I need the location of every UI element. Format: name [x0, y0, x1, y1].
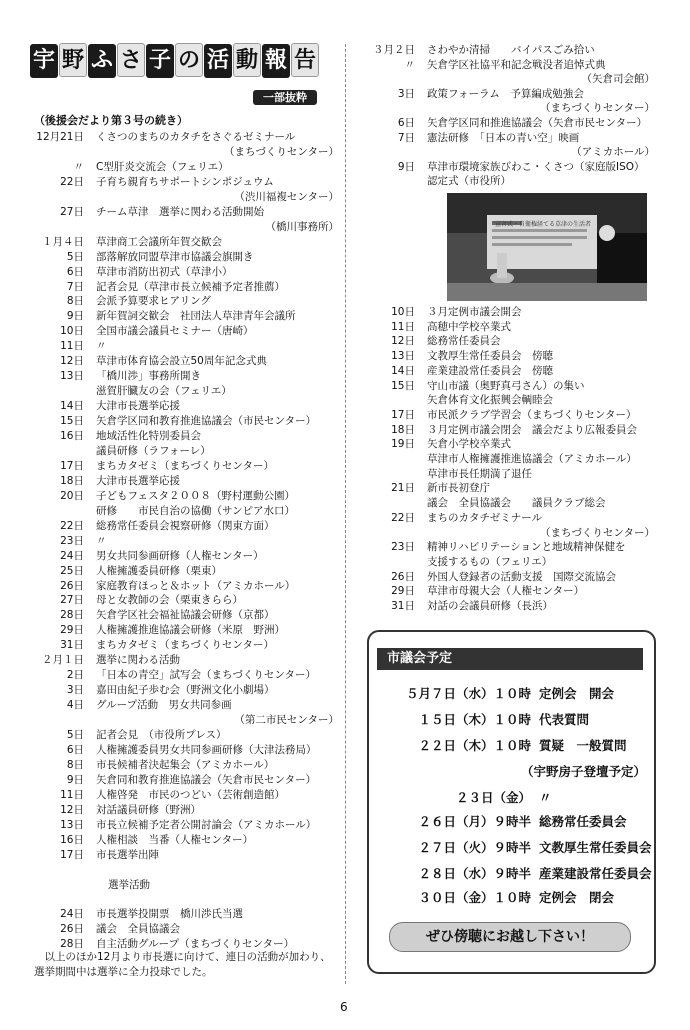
- assembly-date: ２２日（木）１０時: [418, 738, 531, 753]
- schedule-row: [34, 623, 339, 638]
- schedule-date: 26日: [60, 923, 84, 936]
- schedule-row: [365, 349, 655, 364]
- schedule-date: 24日: [60, 549, 84, 562]
- schedule-row: [34, 130, 339, 145]
- assembly-event: （宇野房子登壇予定）: [521, 764, 647, 779]
- schedule-date: 29日: [60, 624, 84, 637]
- schedule-row: [34, 698, 339, 713]
- schedule-event: 産業建設常任委員会 傍聴: [427, 364, 553, 377]
- schedule-date: 28日: [60, 938, 84, 951]
- assembly-event: 代表質問: [539, 712, 590, 727]
- schedule-row: [365, 496, 655, 511]
- schedule-event: グループ活動 男女共同参画: [96, 699, 232, 712]
- schedule-row: [365, 452, 655, 467]
- schedule-row: [34, 833, 339, 848]
- schedule-date: 17日: [60, 459, 84, 472]
- assembly-date: ３０日（金）１０時: [418, 890, 531, 905]
- schedule-date: 16日: [60, 833, 84, 846]
- assembly-event: 定例会 閉会: [539, 890, 615, 905]
- schedule-date: 7日: [66, 280, 84, 293]
- schedule-event: 子どもフェスタ２００８（野村運動公園）: [96, 489, 295, 502]
- schedule-event: 議会 全員協議会 議員クラブ総会: [427, 497, 606, 510]
- schedule-row: [34, 190, 339, 205]
- schedule-date: 14日: [391, 364, 415, 377]
- schedule-event: 矢倉小学校卒業式: [427, 438, 511, 451]
- schedule-event: 選挙に関わる活動: [96, 654, 180, 667]
- schedule-event: 憲法研修 「日本の青い空」映画: [427, 131, 580, 144]
- schedule-row: [34, 892, 339, 907]
- schedule-row: [34, 564, 339, 579]
- schedule-row: [34, 384, 339, 399]
- schedule-date: 4日: [66, 699, 84, 712]
- schedule-row: [365, 540, 655, 555]
- schedule-row: [34, 593, 339, 608]
- schedule-row: [34, 414, 339, 429]
- schedule-event: C型肝炎交流会（フェリエ）: [96, 160, 229, 173]
- schedule-date: 18日: [60, 474, 84, 487]
- schedule-event: 選挙活動: [108, 878, 150, 891]
- schedule-event: （まちづくりセンター）: [224, 145, 339, 158]
- schedule-row: [34, 922, 339, 937]
- schedule-row: [34, 773, 339, 788]
- schedule-date: 15日: [391, 379, 415, 392]
- schedule-event: 矢倉学区同和推進協議会（矢倉市民センター）: [427, 117, 648, 129]
- schedule-row: [34, 474, 339, 489]
- summary-note: 以上のほか12月より市長選に向けて、連日の活動が加わり、選挙期間中は選挙に全力投球でした。: [34, 951, 331, 978]
- schedule-date: 5日: [66, 729, 84, 741]
- schedule-date: 10日: [391, 306, 415, 318]
- schedule-date: 〃: [404, 58, 415, 71]
- schedule-row: [34, 145, 339, 160]
- schedule-event: 記者会見 （市役所プレス）: [96, 729, 227, 741]
- schedule-event: 〃: [96, 340, 107, 353]
- schedule-date: ２月１日: [42, 654, 84, 667]
- schedule-row: [365, 437, 655, 452]
- schedule-event: 地域活性化特別委員会: [96, 430, 201, 442]
- schedule-row: [34, 489, 339, 504]
- schedule-row: [34, 504, 339, 519]
- schedule-row: [365, 174, 655, 189]
- schedule-row: [34, 205, 339, 220]
- schedule-event: 研修 市民自治の協働（サンピア水口）: [96, 504, 295, 517]
- schedule-date: 9日: [66, 773, 84, 786]
- schedule-event: 市長候補者決起集会（アミカホール）: [96, 758, 275, 771]
- schedule-event: 対話の会議員研修（長浜）: [427, 600, 553, 612]
- schedule-row: [34, 519, 339, 534]
- schedule-event: 守山市議（奥野真弓さん）の集い: [427, 379, 585, 392]
- assembly-event: 質疑 一般質問: [539, 738, 627, 753]
- schedule-row: [34, 638, 339, 653]
- schedule-event: 人権擁護推進協議会研修（米原 野洲）: [96, 624, 285, 637]
- assembly-event: 文教厚生常任委員会: [539, 840, 652, 855]
- schedule-row: [365, 555, 655, 570]
- schedule-row: [34, 788, 339, 803]
- schedule-date: 27日: [60, 594, 84, 607]
- schedule-event: 全国市議会議員セミナー（唐崎）: [96, 325, 254, 338]
- schedule-event: ３月定例市議会閉会 議会だより広報委員会: [427, 423, 637, 436]
- schedule-date: 21日: [391, 482, 415, 495]
- schedule-event: 人権啓発 市民のつどい（芸術創造館）: [96, 788, 285, 801]
- schedule-row: [34, 803, 339, 818]
- schedule-event: くさつのまちのカタチをさぐるゼミナール: [96, 131, 296, 143]
- schedule-date: 2日: [66, 669, 84, 682]
- schedule-date: 11日: [60, 788, 84, 801]
- schedule-row: [365, 379, 655, 394]
- schedule-event: 議員研修（ラフォーレ）: [96, 444, 211, 457]
- schedule-date: 22日: [60, 175, 84, 188]
- schedule-date: 13日: [60, 370, 84, 383]
- schedule-event: 大津市長選挙応援: [96, 400, 180, 413]
- schedule-event: 人権擁護委員男女共同参画研修（大津法務局）: [96, 743, 317, 756]
- schedule-event: （橋川事務所）: [265, 220, 339, 233]
- schedule-row: [34, 683, 339, 698]
- schedule-date: 28日: [60, 609, 84, 622]
- title-char: 野: [59, 43, 87, 77]
- schedule-date: 8日: [66, 295, 84, 308]
- schedule-event: 「橋川渉」事務所開き: [96, 370, 201, 383]
- schedule-row: [34, 848, 339, 863]
- schedule-row: [365, 467, 655, 482]
- lead-text: （後援会だより第３号の続き）: [34, 114, 188, 127]
- schedule-date: 〃: [73, 160, 84, 173]
- schedule-event: チーム草津 選挙に関わる活動開始: [96, 205, 264, 218]
- schedule-event: 人権擁護委員研修（栗東）: [96, 564, 222, 577]
- schedule-event: 矢倉学区社協平和記念戦没者追悼式典: [427, 58, 606, 71]
- schedule-row: [365, 584, 655, 599]
- schedule-row: [34, 339, 339, 354]
- schedule-row: [365, 393, 655, 408]
- schedule-date: 6日: [66, 265, 84, 278]
- schedule-row: [365, 364, 655, 379]
- assembly-event: 〃: [539, 790, 552, 805]
- schedule-row: [34, 444, 339, 459]
- schedule-event: 草津市環境家族びわこ・くさつ（家庭版ISO）: [427, 160, 645, 173]
- schedule-event: 高穂中学校卒業式: [427, 320, 511, 333]
- title-char: 宇: [30, 44, 58, 78]
- schedule-row: [34, 653, 339, 668]
- schedule-event: 会派予算要求ヒアリング: [96, 295, 211, 308]
- schedule-event: 市長立候補予定者公開討論会（アミカホール）: [96, 818, 317, 831]
- schedule-row: [365, 570, 655, 585]
- title-char: 活: [204, 44, 232, 78]
- schedule-date: 17日: [60, 848, 84, 861]
- schedule-date: 24日: [60, 908, 84, 921]
- schedule-row: [34, 250, 339, 265]
- schedule-row: [34, 399, 339, 414]
- schedule-date: 16日: [60, 430, 84, 442]
- schedule-row: [365, 320, 655, 335]
- schedule-row: [34, 549, 339, 564]
- schedule-event: 新市長初登庁: [427, 482, 490, 495]
- schedule-row: [34, 818, 339, 833]
- schedule-event: 支援するもの（フェリエ）: [427, 555, 553, 568]
- schedule-event: 対話議員研修（野洲）: [96, 803, 201, 816]
- schedule-date: 23日: [60, 534, 84, 547]
- schedule-event: 部落解放同盟草津市協議会旗開き: [96, 250, 254, 263]
- schedule-event: 草津市体育協会設立50周年記念式典: [96, 355, 267, 368]
- schedule-row: [365, 160, 655, 175]
- schedule-row: [34, 608, 339, 623]
- schedule-row: [34, 429, 339, 444]
- schedule-event: 草津商工会議所年賀交歓会: [96, 235, 222, 248]
- schedule-date: 17日: [391, 408, 415, 421]
- schedule-event: （渋川福複センター）: [234, 190, 339, 203]
- schedule-date: 12日: [60, 803, 84, 816]
- schedule-row: [365, 408, 655, 423]
- schedule-event: 自主活動グループ（まちづくりセンター）: [96, 938, 295, 951]
- schedule-date: 19日: [391, 438, 415, 451]
- schedule-date: 3日: [397, 87, 415, 100]
- schedule-event: 市長選挙投開票 橋川渉氏当選: [96, 908, 243, 921]
- schedule-event: 認定式（市役所）: [427, 175, 511, 188]
- schedule-date: 12日: [391, 335, 415, 348]
- schedule-row: [34, 579, 339, 594]
- schedule-row: [34, 354, 339, 369]
- schedule-event: 総務常任委員会: [427, 335, 501, 348]
- schedule-row: [34, 459, 339, 474]
- title-char: 動: [233, 43, 261, 77]
- attend-banner: ぜひ傍聴にお越し下さい！: [389, 922, 631, 952]
- schedule-date: 5日: [66, 250, 84, 263]
- schedule-date: 14日: [60, 400, 84, 413]
- title-char: 告: [291, 43, 319, 77]
- schedule-date: 6日: [397, 117, 415, 129]
- schedule-row: [34, 668, 339, 683]
- schedule-event: 大津市長選挙応援: [96, 474, 180, 487]
- schedule-date: 11日: [60, 340, 84, 353]
- schedule-date: 13日: [60, 818, 84, 831]
- schedule-event: 「日本の青空」試写会（まちづくりセンター）: [96, 669, 316, 682]
- schedule-event: 草津市人権擁護推進協議会（アミカホール）: [427, 453, 637, 465]
- page-title: [30, 43, 330, 95]
- schedule-row: [34, 369, 339, 384]
- schedule-event: まちのカタチゼミナール: [427, 511, 543, 524]
- schedule-event: 外国人登録者の活動支援 国際交流協会: [427, 570, 616, 583]
- schedule-row: [34, 907, 339, 922]
- schedule-date: 20日: [60, 489, 84, 502]
- schedule-row: [365, 87, 655, 102]
- schedule-date: 23日: [391, 541, 415, 554]
- schedule-row: [365, 116, 655, 131]
- schedule-date: 29日: [391, 585, 415, 598]
- event-photo: [447, 193, 647, 301]
- schedule-event: ３月定例市議会開会: [427, 306, 522, 318]
- schedule-row: [365, 43, 655, 58]
- schedule-event: 文教厚生常任委員会 傍聴: [427, 350, 553, 363]
- schedule-row: [34, 324, 339, 339]
- schedule-date: 26日: [391, 570, 415, 583]
- photo-caption: 宣言式・自衛権経てる草津の生活者: [495, 221, 592, 228]
- schedule-date: 9日: [397, 160, 415, 173]
- assembly-event: 定例会 開会: [539, 686, 615, 701]
- title-char: 報: [262, 44, 290, 78]
- schedule-event: （第二市民センター）: [234, 714, 339, 727]
- schedule-event: 男女共同参画研修（人権センター）: [96, 549, 264, 562]
- schedule-event: 母と女教師の会（栗東きらら）: [96, 594, 243, 607]
- schedule-date: 22日: [60, 519, 84, 532]
- schedule-row: [34, 220, 339, 235]
- title-char: 子: [146, 44, 174, 78]
- assembly-title: 市議会予定: [377, 648, 643, 670]
- schedule-event: 記者会見（草津市長立候補予定者推薦）: [96, 280, 285, 293]
- schedule-date: 31日: [391, 600, 415, 612]
- schedule-date: １月４日: [42, 235, 84, 248]
- schedule-row: [34, 878, 339, 893]
- schedule-row: [34, 863, 339, 878]
- schedule-event: 家庭教育ほっと＆ホット（アミカホール）: [96, 579, 296, 592]
- schedule-date: 31日: [60, 639, 84, 652]
- schedule-row: [365, 423, 655, 438]
- schedule-row: [365, 305, 655, 320]
- subtitle-badge: 一部抜粋: [253, 90, 317, 105]
- assembly-schedule-box: [367, 630, 656, 974]
- title-char: さ: [117, 43, 145, 77]
- schedule-event: 〃: [96, 534, 107, 547]
- assembly-date: ２７日（火）９時半: [418, 840, 531, 855]
- schedule-row: [365, 131, 655, 146]
- schedule-row: [365, 72, 655, 87]
- schedule-event: 矢倉同和教育推進協議会（矢倉市民センター）: [96, 773, 317, 786]
- schedule-event: まちカタゼミ（まちづくりセンター）: [96, 639, 274, 652]
- schedule-date: 18日: [391, 423, 415, 436]
- schedule-event: さわやか清掃 バイパスごみ拾い: [427, 44, 595, 56]
- schedule-event: （アミカホール）: [571, 146, 655, 159]
- schedule-event: 草津市消防出初式（草津小）: [96, 265, 233, 278]
- schedule-row: [34, 280, 339, 295]
- assembly-event: 総務常任委員会: [539, 814, 627, 829]
- schedule-date: 3日: [66, 684, 84, 697]
- schedule-event: 矢倉学区社会福祉協議会研修（京都）: [96, 609, 275, 622]
- schedule-row: [34, 713, 339, 728]
- schedule-event: 市長選挙出陣: [96, 848, 159, 861]
- schedule-row: [365, 526, 655, 541]
- schedule-date: 9日: [66, 310, 84, 323]
- schedule-event: まちカタゼミ（まちづくりセンター）: [96, 459, 274, 472]
- schedule-row: [34, 175, 339, 190]
- schedule-date: 26日: [60, 579, 84, 592]
- assembly-date: ５月７日（水）１０時: [405, 686, 531, 701]
- schedule-event: 子育ち親育ちサポートシンポジュウム: [96, 175, 274, 188]
- schedule-event: 人権相談 当番（人権センター）: [96, 833, 254, 846]
- schedule-event: 市民派クラブ学習会（まちづくりセンター）: [427, 408, 637, 421]
- schedule-row: [34, 235, 339, 250]
- assembly-date: ２６日（月）９時半: [418, 814, 531, 829]
- schedule-row: [34, 294, 339, 309]
- schedule-row: [365, 511, 655, 526]
- page-number: 6: [340, 1000, 348, 1014]
- title-char: ふ: [88, 44, 116, 78]
- schedule-event: 矢倉体育文化振興会輌睦会: [427, 394, 553, 407]
- title-char: の: [175, 43, 203, 77]
- schedule-row: [365, 58, 655, 73]
- schedule-event: 矢倉学区同和教育推進協議会（市民センター）: [96, 415, 317, 428]
- schedule-date: 13日: [391, 350, 415, 363]
- schedule-event: 議会 全員協議会: [96, 923, 180, 936]
- schedule-event: 嘉田由紀子歩む会（野洲文化小劇場）: [96, 684, 275, 697]
- schedule-event: （矢倉司会館）: [581, 73, 655, 86]
- schedule-date: 10日: [60, 325, 84, 338]
- schedule-date: ３月２日: [373, 44, 415, 56]
- schedule-date: 22日: [391, 511, 415, 524]
- schedule-row: [365, 481, 655, 496]
- schedule-row: [365, 599, 655, 614]
- schedule-event: （まちづくりセンター）: [540, 102, 655, 115]
- schedule-row: [365, 101, 655, 116]
- schedule-row: [34, 160, 339, 175]
- schedule-event: 滋賀肝臓友の会（フェリエ）: [96, 385, 232, 398]
- schedule-event: 草津市長任期満了退任: [427, 467, 532, 480]
- schedule-date: 11日: [391, 320, 415, 333]
- schedule-event: （まちづくりセンター）: [540, 526, 655, 539]
- schedule-row: [34, 265, 339, 280]
- schedule-row: [365, 145, 655, 160]
- schedule-date: 6日: [66, 743, 84, 756]
- schedule-date: 8日: [66, 758, 84, 771]
- assembly-date: ２８日（水）９時半: [418, 866, 531, 881]
- schedule-row: [34, 309, 339, 324]
- assembly-event: 産業建設常任委員会: [539, 866, 652, 881]
- schedule-date: 12月21日: [36, 131, 84, 143]
- assembly-date: １５日（木）１０時: [418, 712, 531, 727]
- schedule-date: 12日: [60, 355, 84, 368]
- column-divider: [345, 44, 346, 984]
- schedule-row: [34, 534, 339, 549]
- schedule-row: [365, 334, 655, 349]
- schedule-date: 15日: [60, 415, 84, 428]
- schedule-row: [34, 758, 339, 773]
- schedule-row: [34, 728, 339, 743]
- schedule-date: 7日: [397, 131, 415, 144]
- schedule-event: 草津市母親大会（人権センター）: [427, 585, 585, 598]
- schedule-date: 27日: [60, 205, 84, 218]
- schedule-event: 総務常任委員会視察研修（関東方面）: [96, 519, 275, 532]
- schedule-date: 25日: [60, 564, 84, 577]
- schedule-row: [34, 743, 339, 758]
- schedule-event: 政策フォーラム 予算編成勉強会: [427, 87, 584, 100]
- schedule-event: 精神リハビリテーションと地域精神保健を: [427, 541, 626, 554]
- assembly-date: ２３日（金）: [455, 790, 531, 805]
- schedule-event: 新年賀詞交歓会 社団法人草津青年会議所: [96, 310, 296, 323]
